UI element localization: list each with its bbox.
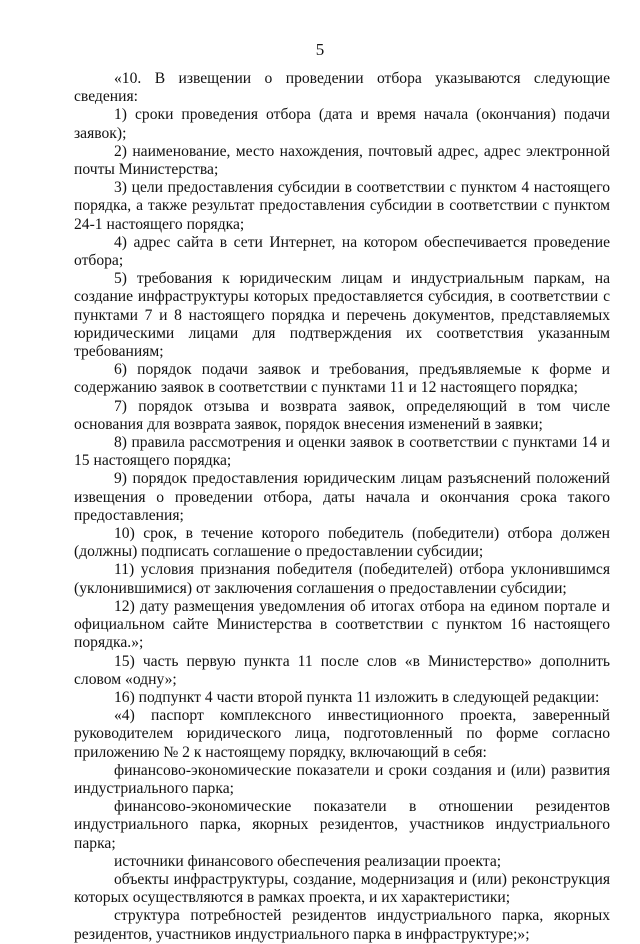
paragraph: 2) наименование, место нахождения, почтовый адрес, адрес электронной почты Министерства;: [74, 142, 610, 179]
paragraph: 1) сроки проведения отбора (дата и время начала (окончания) подачи заявок);: [74, 106, 610, 142]
paragraph: 7) порядок отзыва и возврата заявок, определяющий в том числе основания для возврата заявок, порядок внесения изменений в заявки;: [74, 397, 610, 433]
paragraph: «10. В извещении о проведении отбора указываются следующие сведения:: [74, 70, 610, 106]
paragraph: 12) дату размещения уведомления об итогах отбора на едином портале и официальном сайте Министерства в соответствии с пунктом 16 настоящего порядка.»;: [74, 597, 610, 652]
paragraph: 6) порядок подачи заявок и требования, предъявляемые к форме и содержанию заявок в соответствии с пунктами 11 и 12 настоящего порядка;: [74, 361, 610, 397]
document-body: [74, 70, 610, 944]
page-number: 5: [315, 40, 325, 59]
paragraph: 8) правила рассмотрения и оценки заявок в соответствии с пунктами 14 и 15 настоящего порядка;: [74, 434, 610, 470]
paragraph: 5) требования к юридическим лицам и индустриальным паркам, на создание инфраструктуры которых предоставляется субсидия, в соответствии с пунктами 7 и 8 настоящего порядка и перечень документов, представляемых юридическими лицами для подтверждения их соответствия указанным требованиям;: [74, 270, 610, 361]
paragraph: финансово-экономические показатели в отношении резидентов индустриального парка, якорных резидентов, участников индустриального парка;: [74, 798, 610, 852]
paragraph: 4) адрес сайта в сети Интернет, на котором обеспечивается проведение отбора;: [74, 233, 610, 270]
paragraph: источники финансового обеспечения реализации проекта;: [114, 852, 502, 870]
paragraph: 10) срок, в течение которого победитель (победители) отбора должен (должны) подписать соглашение о предоставлении субсидии;: [74, 525, 610, 561]
paragraph: «4) паспорт комплексного инвестиционного проекта, заверенный руководителем юридического лица, подготовленный по форме согласно приложению № 2 к настоящему порядку, включающий в себя:: [74, 707, 610, 761]
paragraph: объекты инфраструктуры, создание, модернизация и (или) реконструкция которых осуществляются в рамках проекта, и их характеристики;: [74, 870, 610, 907]
paragraph: финансово-экономические показатели и сроки создания и (или) развития индустриального парка;: [74, 761, 610, 797]
paragraph: структура потребностей резидентов индустриального парка, якорных резидентов, участников индустриального парка в инфраструктуре;»;: [74, 907, 610, 943]
paragraph: 3) цели предоставления субсидии в соответствии с пунктом 4 настоящего порядка, а также результат предоставления субсидии в соответствии с пунктом 24-1 настоящего порядка;: [74, 179, 610, 233]
paragraph: 16) подпункт 4 части второй пункта 11 изложить в следующей редакции:: [114, 688, 600, 706]
paragraph: 9) порядок предоставления юридическим лицам разъяснений положений извещения о проведении отбора, даты начала и окончания срока такого предоставления;: [74, 470, 610, 524]
paragraph: 11) условия признания победителя (победителей) отбора уклонившимся (уклонившимися) от заключения соглашения о предоставлении субсидии;: [74, 561, 610, 597]
paragraph: 15) часть первую пункта 11 после слов «в Министерство» дополнить словом «одну»;: [74, 652, 610, 688]
